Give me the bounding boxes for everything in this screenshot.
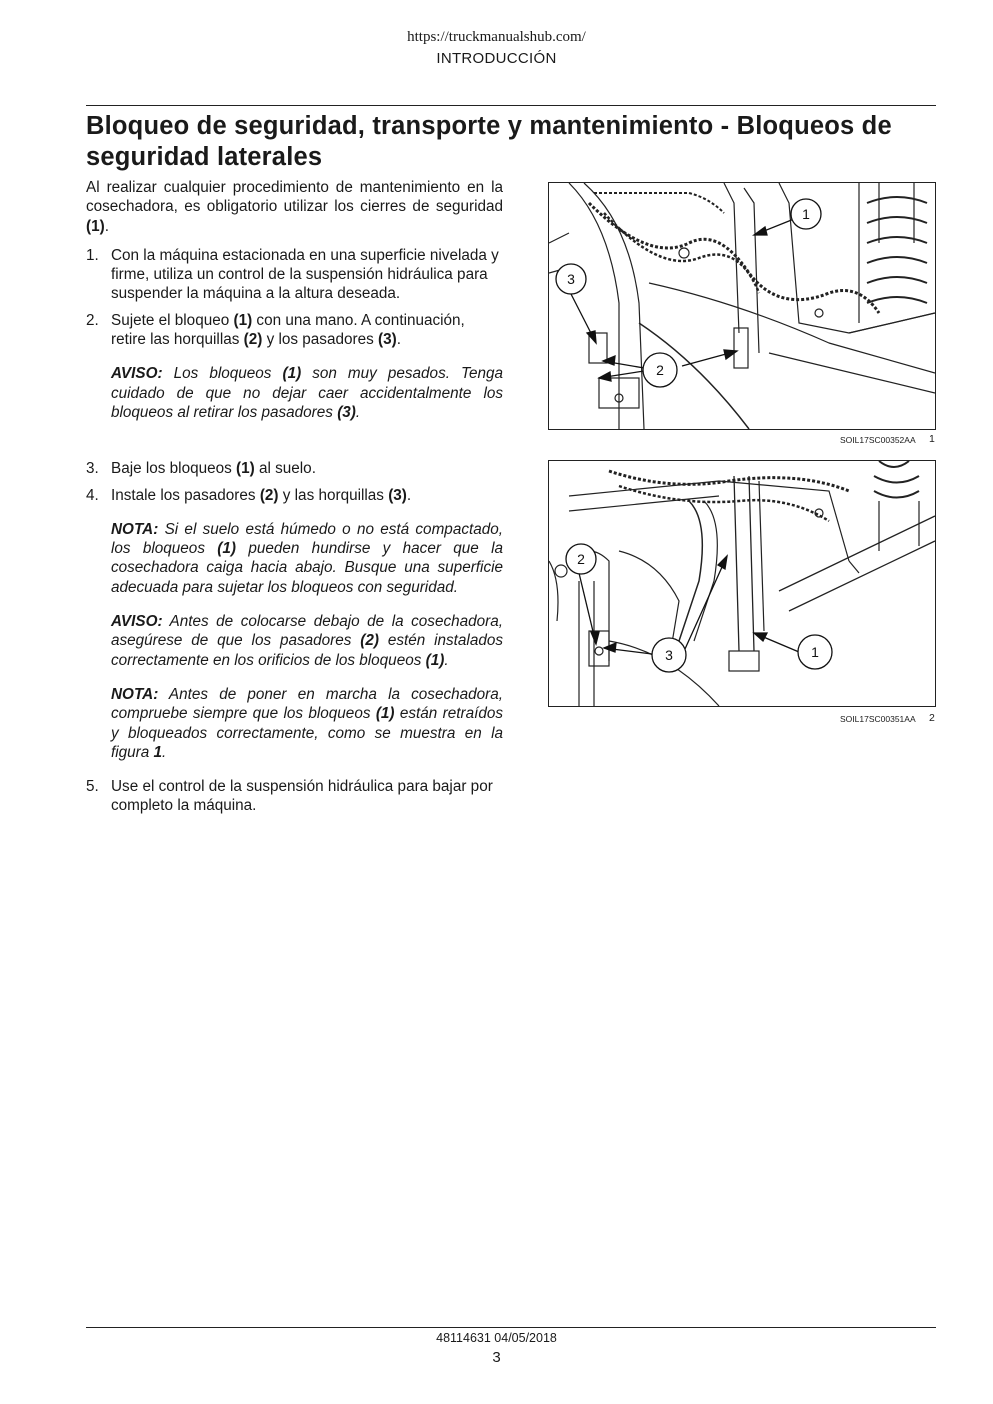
step-3: 3. Baje los bloqueos (1) al suelo. [86,460,316,478]
figure-1-illustration [548,182,936,430]
info-note-1: NOTA: Si el suelo está húmedo o no está compactado, los bloqueos (1) pueden hundirse y hacer que la cosechadora caiga hacia abajo. Busque una superficie adecuada para sujetar los bloqueos con seguridad. [111,520,503,596]
page-title: Bloqueo de seguridad, transporte y mantenimiento - Bloqueos de seguridad laterales [86,112,892,171]
footer-rule [86,1327,936,1328]
figure-1-callout-3: 3 [567,271,575,287]
text-column [86,178,503,823]
figure-1-number: 1 [929,433,935,445]
figure-2-number: 2 [929,712,935,724]
step-4: 4. Instale los pasadores (2) y las horquillas (3). [86,486,412,504]
figure-2-code: SOIL17SC00351AA [840,714,916,724]
step-1: 1. Con la máquina estacionada en una superficie nivelada y firme, utiliza un control de la suspensión hidráulica para suspender la máquina a la altura deseada. [86,246,499,303]
figure-2-illustration [548,460,936,707]
figure-1-callout-1: 1 [802,206,810,222]
header-rule [86,105,936,106]
step-2: 2. Sujete el bloqueo (1) con una mano. A continuación, retire las horquillas (2) y los pasadores (3). [86,311,465,349]
info-note-2: NOTA: Antes de poner en marcha la cosechadora, compruebe siempre que los bloqueos (1) están retraídos y bloqueados correctamente, como se muestra en la figura 1. [111,685,503,761]
figure-2-callout-3: 3 [665,647,673,663]
warning-note-2: AVISO: Antes de colocarse debajo de la cosechadora, asegúrese de que los pasadores (2) estén instalados correctamente en los orificios de los bloqueos (1). [111,613,503,669]
figure-1-code: SOIL17SC00352AA [840,435,916,445]
page-number: 3 [492,1349,501,1366]
figure-1-callout-2: 2 [656,362,664,378]
section-title: INTRODUCCIÓN [436,50,557,67]
intro-paragraph: Al realizar cualquier procedimiento de mantenimiento en la cosechadora, es obligatorio utilizar los cierres de seguridad (1). [86,179,503,235]
figure-2-callout-1: 1 [811,644,819,660]
steps-list-continued [86,459,503,505]
steps-list-final [86,777,503,816]
step-5: 5. Use el control de la suspensión hidráulica para bajar por completo la máquina. [86,778,493,815]
header-url: https://truckmanualshub.com/ [407,29,586,45]
warning-note-1: AVISO: Los bloqueos (1) son muy pesados. Tenga cuidado de que no dejar caer accidentalmente los bloqueos al retirar los pasadores (3). [111,365,503,421]
figure-2-callout-2: 2 [577,551,585,567]
document-number: 48114631 04/05/2018 [436,1331,557,1345]
steps-list [86,246,503,349]
